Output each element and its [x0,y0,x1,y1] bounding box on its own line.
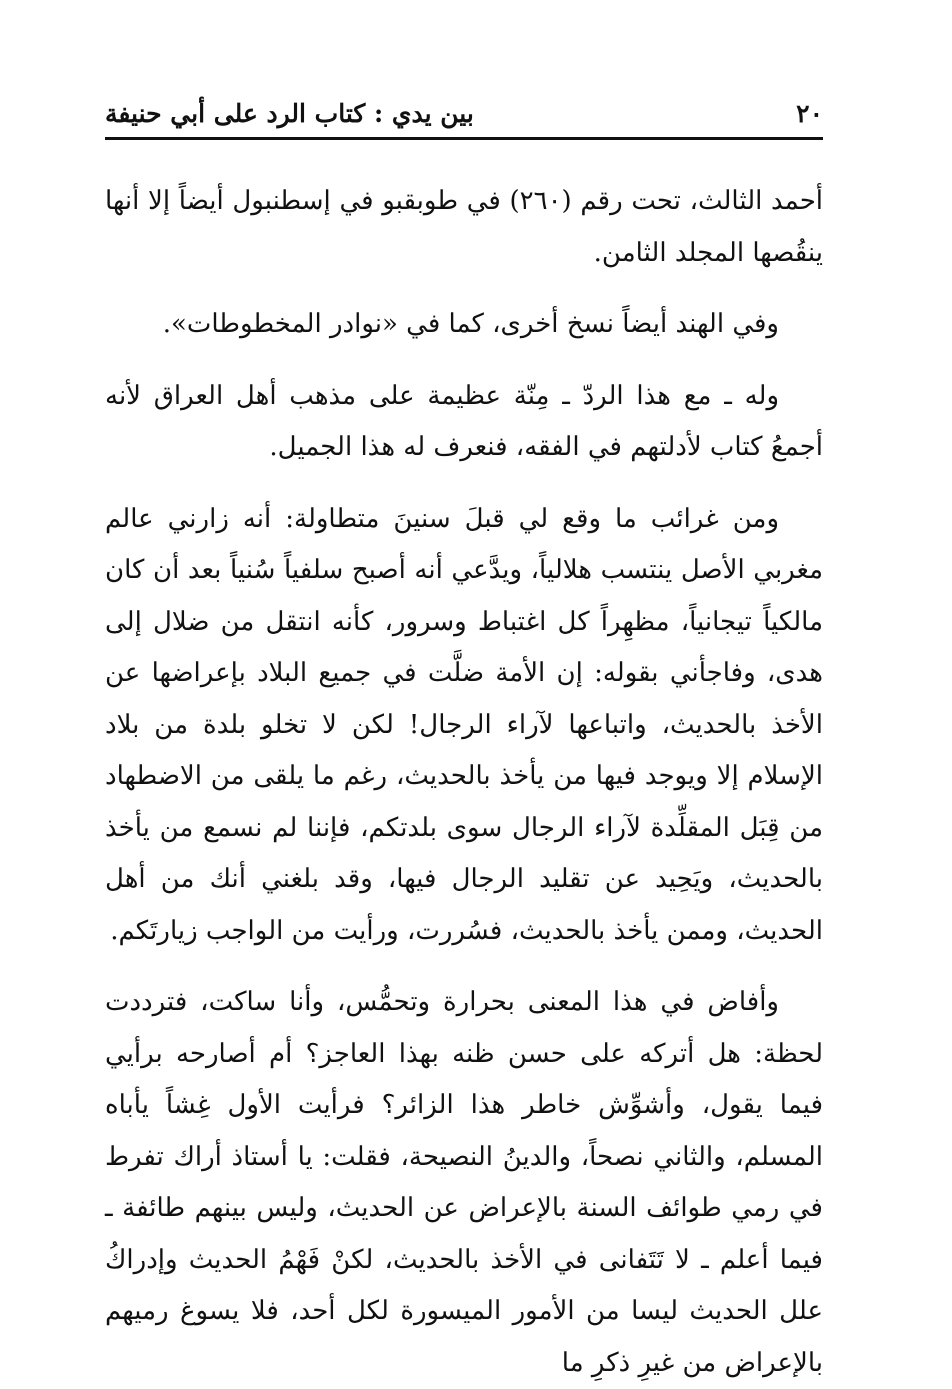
paragraph-moroccan-visitor: ومن غرائب ما وقع لي قبلَ سنينَ متطاولة: أنه زارني عالم مغربي الأصل ينتسب هلالياً، ويدَّعي أنه أصبح سلفياً سُنياً بعد أن كان مالكياً تيجانياً، مظهِراً كل اغتباط وسرور، كأنه انتقل من ضلال إلى هدى، وفاجأني بقوله: إن الأمة ضلَّت في جميع البلاد بإعراضها عن الأخذ بالحديث، واتباعها لآراء الرجال! لكن لا تخلو بلدة من بلاد الإسلام إلا ويوجد فيها من يأخذ بالحديث، رغم ما يلقى من الاضطهاد من قِبَل المقلِّدة لآراء الرجال سوى بلدتكم، فإننا لم نسمع من يأخذ بالحديث، ويَحِيد عن تقليد الرجال فيها، وقد بلغني أنك من أهل الحديث، وممن يأخذ بالحديث، فسُررت، ورأيت من الواجب زيارتَكم. [105,503,823,946]
running-header [105,95,823,140]
page-number: ٢٠ [796,99,823,128]
paragraph-iraq-school: وله ـ مع هذا الردّ ـ مِنّة عظيمة على مذهب أهل العراق لأنه أجمعُ كتاب لأدلتهم في الفقه، فنعرف له هذا الجميل. [105,380,823,462]
paragraph-india-copies: وفي الهند أيضاً نسخ أخرى، كما في «نوادر المخطوطات». [162,309,779,339]
book-page [105,95,824,1378]
page-body [105,176,823,1389]
paragraph-manuscript-location: أحمد الثالث، تحت رقم (٢٦٠) في طوبقبو في إسطنبول أيضاً إلا أنها ينقُصها المجلد الثامن. [105,186,824,268]
paragraph-reply: وأفاض في هذا المعنى بحرارة وتحمُّس، وأنا ساكت، فترددت لحظة: هل أتركه على حسن ظنه بهذا العاجز؟ أم أصارحه برأيي فيما يقول، وأشوِّش خاطر هذا الزائر؟ فرأيت الأول غِشاً يأباه المسلم، والثاني نصحاً، والدينُ النصيحة، فقلت: يا أستاذ أراك تفرط في رمي طوائف السنة بالإعراض عن الحديث، وليس بينهم طائفة ـ فيما أعلم ـ لا تَتَفانى في الأخذ بالحديث، لكنْ فَهْمُ الحديث وإدراكُ علل الحديث ليسا من الأمور الميسورة لكل أحد، فلا يسوغ رميهم بالإعراض من غيرِ ذكرِ ما [105,987,823,1378]
running-title: بين يدي : كتاب الرد على أبي حنيفة [105,99,474,128]
